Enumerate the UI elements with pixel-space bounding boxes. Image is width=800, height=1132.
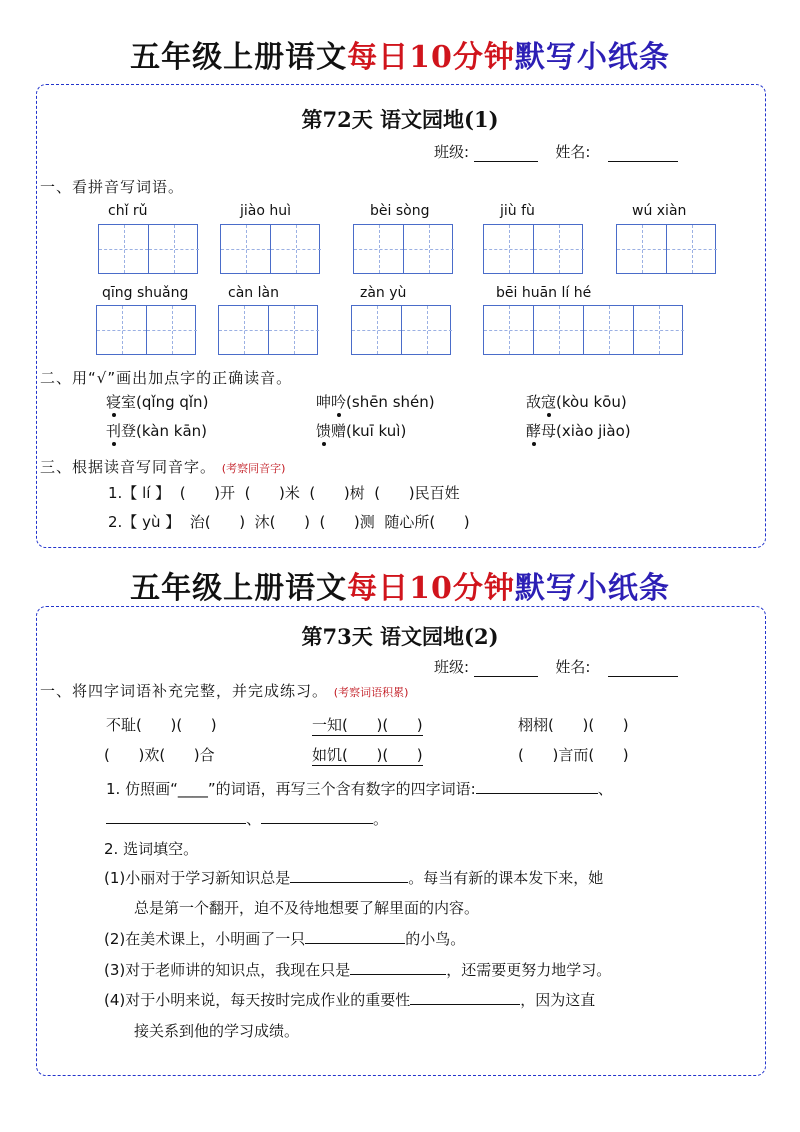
banner-part-daily: 每日10分钟 [347, 40, 515, 75]
pinyin-label: càn làn [228, 285, 279, 301]
class-label: 班级: [434, 658, 470, 676]
section-note: (考察同音字) [221, 462, 286, 475]
banner-part-dictation: 默写小纸条 [514, 571, 670, 606]
writing-grid-four[interactable] [483, 305, 683, 355]
idiom-blank-underlined[interactable]: 一知( )( ) [312, 716, 423, 734]
pinyin-label: jiù fù [500, 203, 535, 219]
day72-section2-heading: 二、用“√”画出加点字的正确读音。 [40, 369, 293, 387]
day72-section1-heading: 一、看拼音写词语。 [40, 178, 185, 196]
reading-choice-item[interactable]: 呻吟(shēn shén) [316, 393, 435, 411]
writing-grid[interactable] [616, 224, 716, 274]
writing-grid[interactable] [483, 224, 583, 274]
pinyin-label: bēi huān lí hé [496, 285, 592, 301]
question-2-4-cont: 接关系到他的学习成绩。 [134, 1022, 300, 1040]
dotted-char: 刊 [106, 422, 122, 440]
reading-choice-item[interactable]: 酵母(xiào jiào) [526, 422, 631, 440]
banner-part-grade: 五年级上册语文 [130, 40, 348, 75]
day73-class-name-row [434, 656, 678, 677]
reading-choice-item[interactable]: 刊登(kàn kān) [106, 422, 208, 440]
writing-grid[interactable] [351, 305, 451, 355]
reading-choice-item[interactable]: 寝室(qǐng qǐn) [106, 393, 209, 411]
name-input-line[interactable] [608, 661, 678, 677]
day72-section3-heading: 三、根据读音写同音字。 (考察同音字) [40, 458, 286, 476]
day73-title: 第73天 语文园地(2) [301, 624, 499, 649]
question-2-1: (1)小丽对于学习新知识总是 。每当有新的课本发下来，她 [104, 869, 604, 887]
day72-title: 第72天 语文园地(1) [301, 107, 499, 132]
section-note: (考察词语积累) [333, 686, 409, 699]
name-input-line[interactable] [608, 146, 678, 162]
pinyin-label: wú xiàn [632, 203, 687, 219]
day73-section1-heading: 一、将四字词语补充完整，并完成练习。 (考察词语积累) [40, 682, 409, 700]
pinyin-label: jiào huì [240, 203, 292, 219]
class-input-line[interactable] [474, 661, 538, 677]
homophone-line-1[interactable]: 1.【 lí 】 ( )开 ( )米 ( )树 ( )民百姓 [108, 484, 460, 502]
idiom-blank[interactable]: ( )欢( )合 [104, 746, 215, 764]
dotted-char: 寝 [106, 393, 122, 411]
class-input-line[interactable] [474, 146, 538, 162]
question-2-2: (2)在美术课上，小明画了一只 的小鸟。 [104, 930, 466, 948]
writing-grid[interactable] [96, 305, 196, 355]
answer-blank[interactable] [290, 869, 408, 883]
banner-title [0, 32, 800, 76]
question-1-line-b: 、 。 [106, 808, 388, 829]
name-label: 姓名: [555, 658, 591, 676]
writing-grid[interactable] [353, 224, 453, 274]
answer-blank[interactable] [106, 810, 246, 824]
idiom-blank[interactable]: 栩栩( )( ) [518, 716, 629, 734]
day72-class-name-row [434, 141, 678, 162]
idiom-blank[interactable]: ( )言而( ) [518, 746, 629, 764]
question-2-heading: 2. 选词填空。 [104, 840, 199, 858]
question-2-1-cont: 总是第一个翻开，迫不及待地想要了解里面的内容。 [134, 899, 480, 917]
writing-grid[interactable] [98, 224, 198, 274]
reading-choice-item[interactable]: 馈赠(kuī kuì) [316, 422, 407, 440]
question-1-line-a: 1. 仿照画“____”的词语，再写三个含有数字的四字词语: 、 [106, 780, 613, 798]
banner-part-dictation: 默写小纸条 [514, 40, 670, 75]
writing-grid[interactable] [220, 224, 320, 274]
pinyin-label: chǐ rǔ [108, 203, 148, 219]
pinyin-label: zàn yù [360, 285, 407, 301]
name-label: 姓名: [555, 143, 591, 161]
answer-blank[interactable] [350, 961, 446, 975]
question-2-4: (4)对于小明来说，每天按时完成作业的重要性 ，因为这直 [104, 991, 596, 1009]
dotted-char: 酵 [526, 422, 542, 440]
answer-blank[interactable] [261, 810, 373, 824]
pinyin-label: qīng shuǎng [102, 285, 189, 301]
banner-title [0, 563, 800, 607]
answer-blank[interactable] [476, 780, 598, 794]
class-label: 班级: [434, 143, 470, 161]
dotted-char: 馈 [316, 422, 332, 440]
answer-blank[interactable] [305, 930, 405, 944]
reading-choice-item[interactable]: 敌寇(kòu kōu) [526, 393, 627, 411]
pinyin-label: bèi sòng [370, 203, 430, 219]
dotted-char: 寇 [541, 393, 557, 411]
homophone-line-2[interactable]: 2.【 yù 】 治( ) 沐( ) ( )测 随心所( ) [108, 513, 470, 531]
idiom-blank-underlined[interactable]: 如饥( )( ) [312, 746, 423, 764]
idiom-blank[interactable]: 不耻( )( ) [106, 716, 217, 734]
banner-part-grade: 五年级上册语文 [130, 571, 348, 606]
question-2-3: (3)对于老师讲的知识点，我现在只是 ，还需要更努力地学习。 [104, 961, 612, 979]
writing-grid[interactable] [218, 305, 318, 355]
dotted-char: 吟 [331, 393, 347, 411]
banner-part-daily: 每日10分钟 [347, 571, 515, 606]
answer-blank[interactable] [410, 991, 520, 1005]
